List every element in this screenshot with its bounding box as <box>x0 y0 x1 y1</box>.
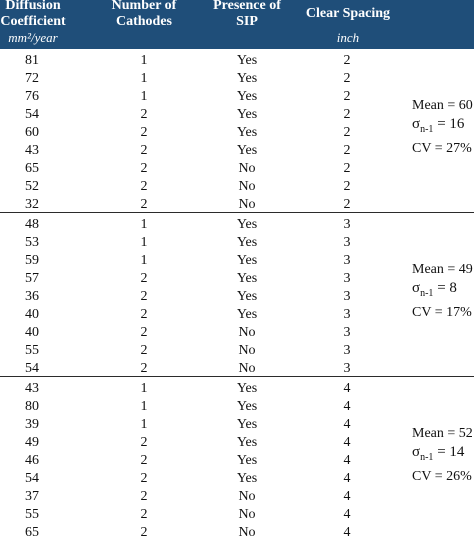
diffusion-cell: 40 <box>25 325 39 340</box>
table-row <box>0 159 474 178</box>
sigma-symbol: σ <box>412 444 421 460</box>
sip-cell: Yes <box>236 381 258 396</box>
sip-cell: Yes <box>236 417 258 432</box>
sip-cell: No <box>238 325 256 340</box>
header-cathodes-line2: Cathodes <box>115 14 172 29</box>
spacing-cell: 3 <box>343 271 351 286</box>
sip-cell: Yes <box>236 53 258 68</box>
spacing-cell: 2 <box>343 53 351 68</box>
stat-cv: CV = 17% <box>412 305 472 320</box>
cathodes-cell: 1 <box>140 417 148 432</box>
sigma-symbol: σ <box>412 280 421 296</box>
spacing-cell: 2 <box>343 197 351 212</box>
header-spacing-unit: inch <box>336 30 360 45</box>
cathodes-cell: 1 <box>140 381 148 396</box>
table-row <box>0 341 474 360</box>
diffusion-cell: 65 <box>25 161 39 176</box>
table-row <box>0 123 474 142</box>
stat-mean: Mean = 52 <box>412 426 473 441</box>
cathodes-cell: 2 <box>140 361 148 376</box>
spacing-cell: 2 <box>343 161 351 176</box>
cathodes-cell: 2 <box>140 179 148 194</box>
cathodes-cell: 2 <box>140 307 148 322</box>
diffusion-cell: 54 <box>25 361 39 376</box>
spacing-cell: 3 <box>343 307 351 322</box>
table-row <box>0 251 474 270</box>
header-sip-line2: SIP <box>236 14 258 29</box>
spacing-cell: 3 <box>343 289 351 304</box>
sigma-symbol: σ <box>412 116 421 132</box>
sip-cell: Yes <box>236 143 258 158</box>
table-row <box>0 141 474 160</box>
diffusion-cell: 43 <box>25 143 39 158</box>
cathodes-cell: 2 <box>140 143 148 158</box>
cathodes-cell: 2 <box>140 471 148 486</box>
sigma-value: = 8 <box>433 280 457 296</box>
spacing-cell: 4 <box>343 381 351 396</box>
group-stats <box>412 260 474 322</box>
stat-sigma <box>412 443 474 467</box>
table-row <box>0 177 474 196</box>
diffusion-cell: 57 <box>25 271 39 286</box>
header-diffusion-line1: Diffusion <box>5 0 61 13</box>
table-row <box>0 69 474 88</box>
cathodes-cell: 2 <box>140 125 148 140</box>
diffusion-cell: 60 <box>25 125 39 140</box>
stat-sigma <box>412 115 474 139</box>
diffusion-cell: 48 <box>25 217 39 232</box>
cathodes-cell: 2 <box>140 525 148 540</box>
sip-cell: No <box>238 525 256 540</box>
diffusion-cell: 32 <box>25 197 39 212</box>
group-divider <box>0 376 474 377</box>
table-row <box>0 269 474 288</box>
spacing-cell: 2 <box>343 179 351 194</box>
table-row <box>0 287 474 306</box>
sip-cell: Yes <box>236 399 258 414</box>
group-stats <box>412 424 474 486</box>
diffusion-cell: 37 <box>25 489 39 504</box>
spacing-cell: 3 <box>343 235 351 250</box>
header-diffusion-coefficient <box>0 0 66 30</box>
header-presence-of-sip <box>204 0 290 30</box>
header-clear-spacing <box>300 6 396 22</box>
table-row <box>0 433 474 452</box>
cathodes-cell: 1 <box>140 53 148 68</box>
sip-cell: Yes <box>236 107 258 122</box>
table-row <box>0 215 474 234</box>
sip-cell: No <box>238 361 256 376</box>
sip-cell: Yes <box>236 235 258 250</box>
table-row <box>0 505 474 524</box>
table-row <box>0 87 474 106</box>
sigma-subscript: n-1 <box>420 288 434 299</box>
cathodes-cell: 1 <box>140 71 148 86</box>
sigma-subscript: n-1 <box>420 452 434 463</box>
table-row <box>0 469 474 488</box>
sip-cell: Yes <box>236 271 258 286</box>
sip-cell: Yes <box>236 89 258 104</box>
diffusion-cell: 81 <box>25 53 39 68</box>
sip-cell: Yes <box>236 307 258 322</box>
sip-cell: Yes <box>236 125 258 140</box>
cathodes-cell: 2 <box>140 107 148 122</box>
table-row <box>0 323 474 342</box>
cathodes-cell: 2 <box>140 271 148 286</box>
header-sip-line1: Presence of <box>213 0 281 13</box>
sip-cell: Yes <box>236 253 258 268</box>
cathodes-cell: 2 <box>140 489 148 504</box>
spacing-cell: 4 <box>343 417 351 432</box>
diffusion-cell: 36 <box>25 289 39 304</box>
spacing-cell: 2 <box>343 143 351 158</box>
stat-mean: Mean = 60 <box>412 98 473 113</box>
cathodes-cell: 2 <box>140 507 148 522</box>
cathodes-cell: 1 <box>140 217 148 232</box>
table-row <box>0 397 474 416</box>
spacing-cell: 3 <box>343 217 351 232</box>
diffusion-cell: 65 <box>25 525 39 540</box>
cathodes-cell: 1 <box>140 399 148 414</box>
header-cathodes-line1: Number of <box>111 0 177 13</box>
spacing-cell: 4 <box>343 471 351 486</box>
sip-cell: Yes <box>236 471 258 486</box>
sigma-value: = 14 <box>433 444 465 460</box>
sip-cell: No <box>238 343 256 358</box>
sip-cell: Yes <box>236 217 258 232</box>
spacing-cell: 4 <box>343 507 351 522</box>
header-spacing-line1: Clear Spacing <box>305 6 391 21</box>
sip-cell: No <box>238 507 256 522</box>
diffusion-cell: 46 <box>25 453 39 468</box>
sip-cell: Yes <box>236 289 258 304</box>
sip-cell: No <box>238 197 256 212</box>
cathodes-cell: 2 <box>140 197 148 212</box>
diffusion-cell: 54 <box>25 471 39 486</box>
cathodes-cell: 2 <box>140 453 148 468</box>
diffusion-cell: 49 <box>25 435 39 450</box>
diffusion-cell: 55 <box>25 507 39 522</box>
stat-sigma <box>412 279 474 303</box>
header-number-of-cathodes <box>104 0 184 30</box>
spacing-cell: 4 <box>343 489 351 504</box>
group-divider <box>0 212 474 213</box>
spacing-cell: 4 <box>343 453 351 468</box>
spacing-cell: 4 <box>343 399 351 414</box>
diffusion-cell: 59 <box>25 253 39 268</box>
table-row <box>0 51 474 70</box>
spacing-cell: 4 <box>343 435 351 450</box>
table-header <box>0 0 474 49</box>
spacing-cell: 2 <box>343 107 351 122</box>
diffusion-cell: 53 <box>25 235 39 250</box>
table-row <box>0 233 474 252</box>
diffusion-cell: 76 <box>25 89 39 104</box>
table-row <box>0 105 474 124</box>
table-row <box>0 305 474 324</box>
diffusion-cell: 39 <box>25 417 39 432</box>
cathodes-cell: 1 <box>140 89 148 104</box>
spacing-cell: 3 <box>343 325 351 340</box>
table-row <box>0 379 474 398</box>
sip-cell: No <box>238 179 256 194</box>
header-diffusion-line2: Coefficient <box>0 14 66 29</box>
sigma-value: = 16 <box>433 116 465 132</box>
spacing-cell: 4 <box>343 525 351 540</box>
spacing-cell: 2 <box>343 71 351 86</box>
cathodes-cell: 1 <box>140 253 148 268</box>
spacing-cell: 2 <box>343 125 351 140</box>
table-row <box>0 523 474 542</box>
table-row <box>0 487 474 506</box>
sip-cell: No <box>238 161 256 176</box>
table-row <box>0 451 474 470</box>
stat-cv: CV = 26% <box>412 469 472 484</box>
header-diffusion-unit: mm²/year <box>8 30 58 45</box>
sip-cell: Yes <box>236 71 258 86</box>
spacing-cell: 3 <box>343 361 351 376</box>
diffusion-cell: 55 <box>25 343 39 358</box>
cathodes-cell: 2 <box>140 289 148 304</box>
group-stats <box>412 96 474 158</box>
diffusion-cell: 40 <box>25 307 39 322</box>
sip-cell: No <box>238 489 256 504</box>
spacing-cell: 3 <box>343 253 351 268</box>
sip-cell: Yes <box>236 453 258 468</box>
diffusion-cell: 80 <box>25 399 39 414</box>
diffusion-cell: 54 <box>25 107 39 122</box>
spacing-cell: 3 <box>343 343 351 358</box>
spacing-cell: 2 <box>343 89 351 104</box>
cathodes-cell: 1 <box>140 235 148 250</box>
diffusion-cell: 52 <box>25 179 39 194</box>
sip-cell: Yes <box>236 435 258 450</box>
cathodes-cell: 2 <box>140 343 148 358</box>
cathodes-cell: 2 <box>140 435 148 450</box>
stat-mean: Mean = 49 <box>412 262 473 277</box>
sigma-subscript: n-1 <box>420 124 434 135</box>
diffusion-cell: 72 <box>25 71 39 86</box>
table-row <box>0 415 474 434</box>
diffusion-cell: 43 <box>25 381 39 396</box>
cathodes-cell: 2 <box>140 325 148 340</box>
stat-cv: CV = 27% <box>412 141 472 156</box>
cathodes-cell: 2 <box>140 161 148 176</box>
